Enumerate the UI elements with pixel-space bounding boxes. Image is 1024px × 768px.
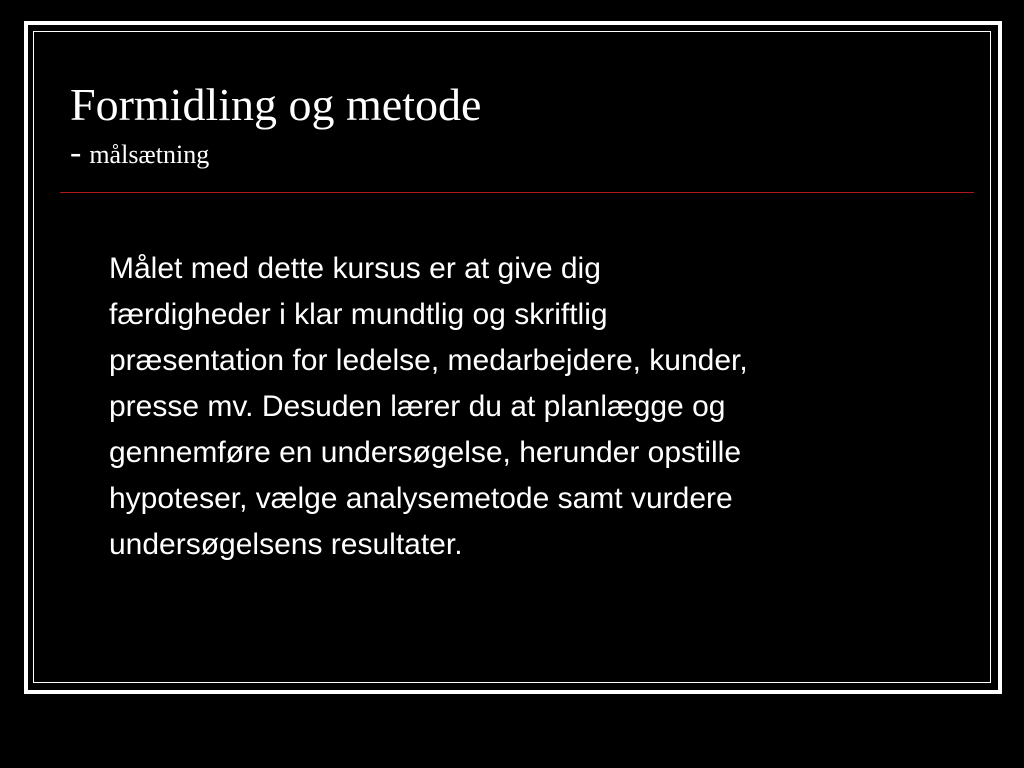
body-line: undersøgelsens resultater. <box>109 528 463 561</box>
body-line: præsentation for ledelse, medarbejdere, kunder, <box>109 344 748 377</box>
body-paragraph <box>109 246 949 568</box>
subtitle-text: målsætning <box>89 140 210 169</box>
body-line: Målet med dette kursus er at give dig <box>109 252 601 285</box>
body-line: presse mv. Desuden lærer du at planlægge og <box>109 390 726 423</box>
title-block <box>70 78 950 172</box>
body-line: hypoteser, vælge analysemetode samt vurdere <box>109 482 733 515</box>
title-divider <box>60 192 974 193</box>
slide-title: Formidling og metode <box>70 79 482 130</box>
slide-subtitle <box>70 136 950 172</box>
subtitle-dash: - <box>70 134 82 171</box>
body-line: gennemføre en undersøgelse, herunder opstille <box>109 436 742 469</box>
body-line: færdigheder i klar mundtlig og skriftlig <box>109 298 608 331</box>
